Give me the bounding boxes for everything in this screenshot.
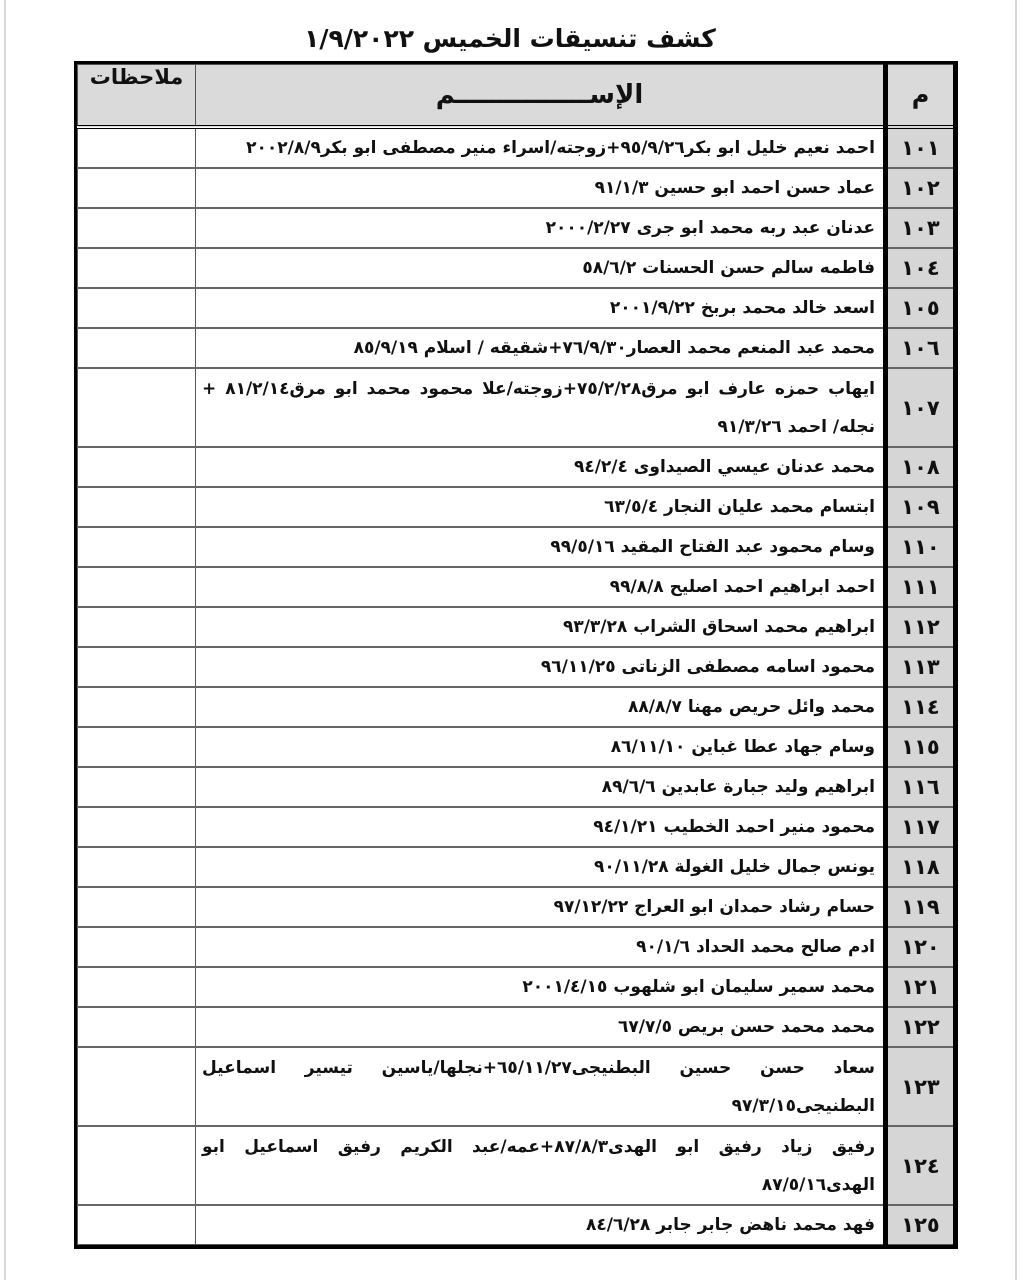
table-row [78,967,956,1007]
row-notes [78,127,196,168]
row-number: ١٢٠ [886,927,956,967]
row-notes [78,208,196,248]
row-name: احمد نعيم خليل ابو بكر٩٥/٩/٢٦+زوجته/اسراء منير مصطفى ابو بكر٢٠٠٢/٨/٩ [196,127,886,168]
roster-table [77,64,958,1245]
table-row [78,607,956,647]
row-number: ١١٥ [886,727,956,767]
table-row [78,647,956,687]
row-name: احمد ابراهيم احمد اصليح ٩٩/٨/٨ [196,567,886,607]
row-number: ١٠١ [886,127,956,168]
row-notes [78,687,196,727]
row-name: وسام جهاد عطا غباين ٨٦/١١/١٠ [196,727,886,767]
table-row [78,487,956,527]
column-header-name: الإســـــــــــــــم [196,65,886,128]
row-notes [78,1047,196,1126]
row-name: يونس جمال خليل الغولة ٩٠/١١/٢٨ [196,847,886,887]
row-number: ١٠٤ [886,248,956,288]
column-header-number: م [886,65,956,128]
row-number: ١١٦ [886,767,956,807]
row-number: ١١٩ [886,887,956,927]
table-row [78,288,956,328]
row-name: محمد وائل حريص مهنا ٨٨/٨/٧ [196,687,886,727]
row-notes [78,1205,196,1245]
row-name: محمد محمد حسن بريص ٦٧/٧/٥ [196,1007,886,1047]
roster-sheet [74,61,958,1249]
row-name: محمود منير احمد الخطيب ٩٤/١/٢١ [196,807,886,847]
row-notes [78,647,196,687]
row-number: ١٠٩ [886,487,956,527]
row-number: ١٠٥ [886,288,956,328]
row-name: فاطمه سالم حسن الحسنات ٥٨/٦/٢ [196,248,886,288]
row-notes [78,967,196,1007]
row-number: ١٠٧ [886,368,956,447]
table-row [78,847,956,887]
row-notes [78,807,196,847]
row-name: عماد حسن احمد ابو حسين ٩١/١/٣ [196,168,886,208]
table-row [78,727,956,767]
row-number: ١١٨ [886,847,956,887]
row-number: ١٢٥ [886,1205,956,1245]
table-row [78,1205,956,1245]
row-number: ١٠٨ [886,447,956,487]
row-name: حسام رشاد حمدان ابو العراج ٩٧/١٢/٢٢ [196,887,886,927]
row-notes [78,887,196,927]
column-header-notes: ملاحظات [78,65,196,128]
row-name: ادم صالح محمد الحداد ٩٠/١/٦ [196,927,886,967]
table-row [78,208,956,248]
row-number: ١١٠ [886,527,956,567]
row-name: ايهاب حمزه عارف ابو مرق٧٥/٢/٢٨+زوجته/علا محمود محمد ابو مرق٨١/٢/١٤ + نجله/ احمد ٩١/٣/٢٦ [196,368,886,447]
row-name: فهد محمد ناهض جابر جابر ٨٤/٦/٢٨ [196,1205,886,1245]
document-title: كشف تنسيقات الخميس ١/٩/٢٠٢٢ [304,24,716,53]
table-row [78,328,956,368]
row-notes [78,168,196,208]
roster-body [78,127,956,1245]
table-row [78,1126,956,1205]
table-row [78,927,956,967]
row-number: ١١١ [886,567,956,607]
row-name: ابتسام محمد عليان النجار ٦٣/٥/٤ [196,487,886,527]
row-name: محمد عدنان عيسي الصيداوى ٩٤/٢/٤ [196,447,886,487]
row-notes [78,1007,196,1047]
row-name: عدنان عبد ربه محمد ابو جرى ٢٠٠٠/٢/٢٧ [196,208,886,248]
row-name: سعاد حسن حسين البطنيجى٦٥/١١/٢٧+نجلها/ياسين تيسير اسماعيل البطنيجى٩٧/٣/١٥ [196,1047,886,1126]
table-row [78,887,956,927]
row-notes [78,927,196,967]
row-notes [78,487,196,527]
row-number: ١٢٣ [886,1047,956,1126]
table-row [78,168,956,208]
row-notes [78,847,196,887]
table-row [78,807,956,847]
row-notes [78,1126,196,1205]
row-notes [78,607,196,647]
row-number: ١٠٦ [886,328,956,368]
row-number: ١٢١ [886,967,956,1007]
row-notes [78,727,196,767]
table-row [78,1007,956,1047]
row-notes [78,248,196,288]
row-notes [78,368,196,447]
row-number: ١٢٢ [886,1007,956,1047]
row-name: محمود اسامه مصطفى الزناتى ٩٦/١١/٢٥ [196,647,886,687]
table-row [78,368,956,447]
row-number: ١٠٢ [886,168,956,208]
page-edge-right [1015,0,1017,1280]
row-number: ١١٤ [886,687,956,727]
row-number: ١٢٤ [886,1126,956,1205]
row-number: ١١٢ [886,607,956,647]
row-name: اسعد خالد محمد بربخ ٢٠٠١/٩/٢٢ [196,288,886,328]
row-notes [78,328,196,368]
table-row [78,447,956,487]
table-row [78,567,956,607]
row-name: محمد عبد المنعم محمد العصار٧٦/٩/٣٠+شقيقه / اسلام ٨٥/٩/١٩ [196,328,886,368]
row-name: رفيق زياد رفيق ابو الهدى٨٧/٨/٣+عمه/عبد الكريم رفيق اسماعيل ابو الهدى٨٧/٥/١٦ [196,1126,886,1205]
row-number: ١٠٣ [886,208,956,248]
table-row [78,248,956,288]
table-row [78,127,956,168]
table-row [78,767,956,807]
table-row [78,687,956,727]
row-notes [78,767,196,807]
table-row [78,1047,956,1126]
row-number: ١١٣ [886,647,956,687]
row-name: محمد سمير سليمان ابو شلهوب ٢٠٠١/٤/١٥ [196,967,886,1007]
row-name: ابراهيم محمد اسحاق الشراب ٩٣/٣/٢٨ [196,607,886,647]
row-name: ابراهيم وليد جبارة عابدين ٨٩/٦/٦ [196,767,886,807]
row-name: وسام محمود عبد الفتاح المقيد ٩٩/٥/١٦ [196,527,886,567]
row-notes [78,567,196,607]
header-row [78,65,956,128]
row-notes [78,527,196,567]
page-edge-left [4,0,6,1280]
row-number: ١١٧ [886,807,956,847]
row-notes [78,447,196,487]
table-row [78,527,956,567]
row-notes [78,288,196,328]
